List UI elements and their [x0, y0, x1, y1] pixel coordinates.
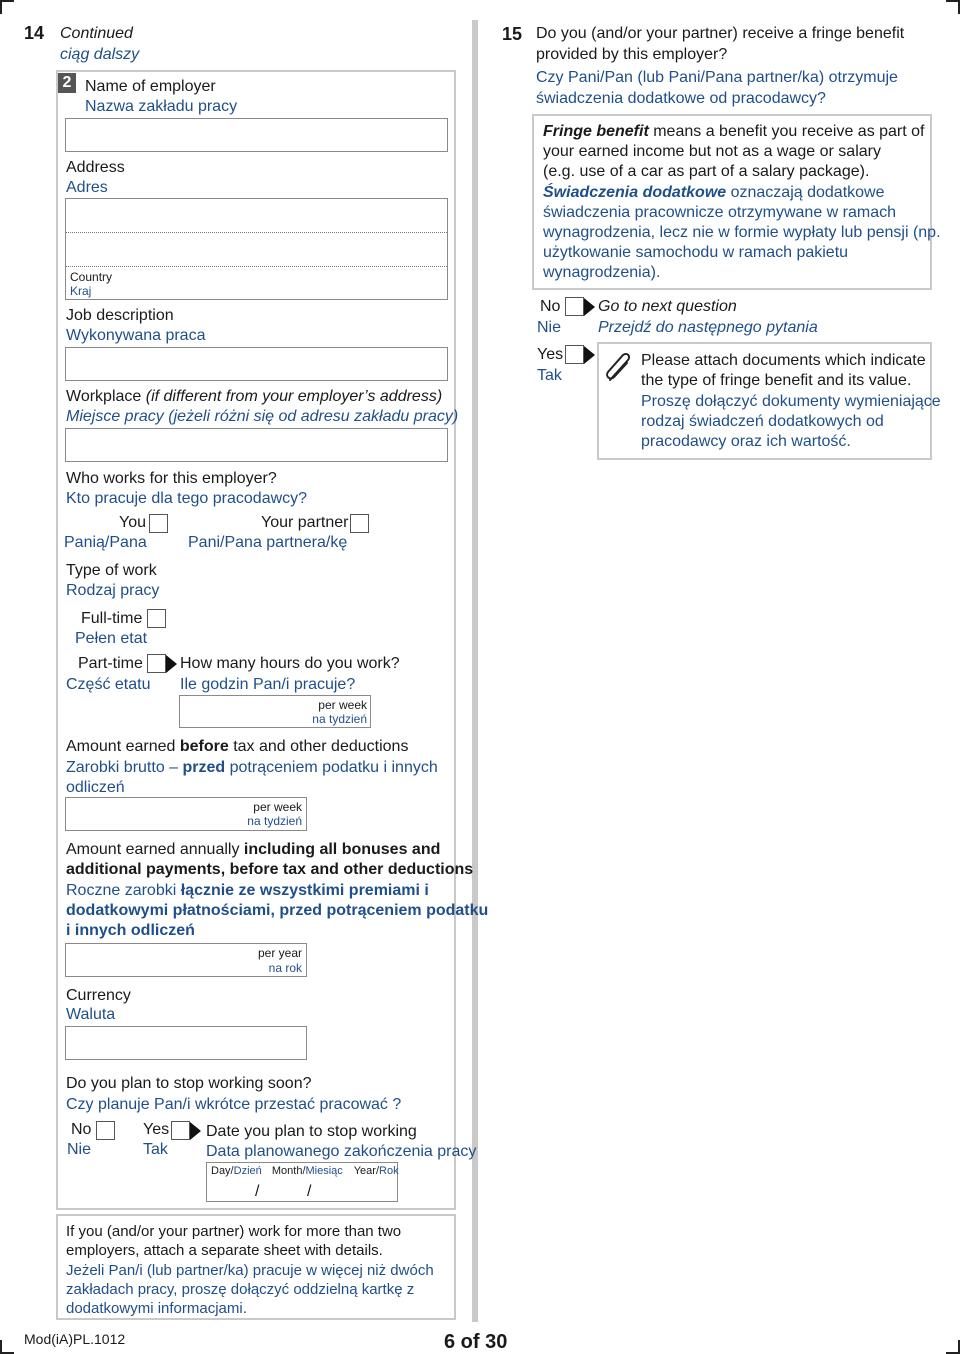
attach-documents-text-cont: the type of fringe benefit and its value.: [641, 372, 912, 389]
fringe-yes-checkbox[interactable]: [565, 345, 584, 364]
column-divider: [472, 20, 478, 1322]
annual-label-a: Amount earned annually: [66, 841, 244, 858]
year-label-pl: Rok: [379, 1165, 399, 1177]
fringe-definition-pl-cont2: wynagrodzenia, lecz nie w formie wypłaty lub pensji (np.: [543, 224, 941, 241]
attach-documents-text-pl-cont2: pracodawcy oraz ich wartość.: [641, 433, 851, 450]
stop-date-subheads: [211, 1165, 399, 1178]
per-year-label-pl: na rok: [268, 961, 302, 975]
annual-amount-label-cont: additional payments, before tax and other deductions: [66, 861, 474, 878]
fringe-definition-text: means a benefit you receive as part of: [648, 123, 925, 140]
amount-label-pl: [66, 758, 438, 778]
you-label: You: [119, 514, 146, 531]
annual-label-pl-a: Roczne zarobki: [66, 882, 181, 899]
full-time-checkbox[interactable]: [147, 609, 166, 628]
job-description-label: Job description: [66, 307, 174, 324]
fringe-definition: [543, 122, 925, 142]
partner-label: Your partner: [261, 514, 349, 531]
section-14-number: 14: [24, 23, 45, 43]
multi-employer-note-pl: Jeżeli Pan/i (lub partner/ka) pracuje w więcej niż dwóch: [66, 1262, 434, 1279]
multi-employer-note-cont: employers, attach a separate sheet with details.: [66, 1242, 383, 1259]
date-separator: /: [255, 1183, 260, 1200]
address-label: Address: [66, 159, 125, 176]
fringe-definition-pl-cont4: wynagrodzenia).: [543, 264, 661, 281]
type-of-work-label: Type of work: [66, 562, 157, 579]
you-label-pl: Panią/Pana: [64, 534, 147, 551]
stop-yes-checkbox[interactable]: [171, 1121, 190, 1140]
amount-per-week-label-pl: na tydzień: [247, 814, 302, 828]
multi-employer-note-pl-cont2: dodatkowymi informacjami.: [66, 1300, 247, 1317]
currency-label-pl: Waluta: [66, 1006, 116, 1023]
employer-name-field[interactable]: [65, 118, 448, 152]
page-number: 6 of 30: [444, 1331, 508, 1353]
date-separator: /: [307, 1183, 312, 1200]
address-label-pl: Adres: [66, 179, 108, 196]
goto-next-label: Go to next question: [598, 298, 737, 315]
fringe-definition-pl: [543, 183, 884, 203]
fringe-definition-text-pl: oznaczają dodatkowe: [726, 184, 885, 201]
fringe-definition-term: Fringe benefit: [543, 123, 649, 140]
crop-mark: [0, 1340, 2, 1354]
arrow-right-icon: [166, 655, 177, 673]
fringe-question-pl: Czy Pani/Pan (lub Pani/Pana partner/ka) otrzymuje: [536, 69, 898, 86]
multi-employer-note-pl-cont: zakładach pracy, proszę dołączyć oddzielną kartkę z: [66, 1281, 415, 1298]
attach-documents-text-pl-cont: rodzaj świadczeń dodatkowych od: [641, 413, 884, 430]
stop-date-label: Date you plan to stop working: [206, 1123, 417, 1140]
annual-label-bold: including all bonuses and: [243, 841, 441, 858]
fringe-question-pl-cont: świadczenia dodatkowe od pracodawcy?: [536, 90, 826, 107]
fringe-no-label-pl: Nie: [537, 319, 562, 336]
fringe-definition-pl-cont3: użytkowanie samochodu w ramach pakietu: [543, 244, 849, 261]
hours-per-week-label: per week: [318, 698, 367, 712]
continued-label-pl: ciąg dalszy: [60, 46, 140, 63]
fringe-yes-label-pl: Tak: [537, 367, 562, 384]
arrow-right-icon: [584, 346, 595, 364]
stop-date-label-pl: Data planowanego zakończenia pracy: [206, 1143, 477, 1160]
annual-label-pl-bold: łącznie ze wszystkimi premiami i: [180, 882, 429, 899]
hours-label: How many hours do you work?: [180, 655, 400, 672]
annual-amount-label-pl: [66, 881, 429, 901]
address-line-divider: [66, 232, 447, 233]
amount-label-bold: before: [179, 738, 229, 755]
part-time-label: Part-time: [78, 655, 143, 672]
stop-yes-label: Yes: [143, 1121, 170, 1138]
workplace-label-main: Workplace: [66, 388, 146, 405]
amount-label-pl-cont: odliczeń: [66, 779, 125, 796]
year-label: Year/: [353, 1165, 380, 1177]
stop-yes-label-pl: Tak: [143, 1141, 168, 1158]
employer-name-label-pl: Nazwa zakładu pracy: [85, 98, 238, 115]
fringe-question: Do you (and/or your partner) receive a fringe benefit: [536, 25, 905, 42]
workplace-label-pl: Miejsce pracy (jeżeli różni się od adresu zakładu pracy): [66, 408, 459, 425]
amount-label: [66, 737, 408, 757]
part-time-label-pl: Część etatu: [66, 676, 151, 693]
day-label-pl: Dzień: [233, 1165, 262, 1177]
annual-amount-label-pl-cont: dodatkowymi płatnościami, przed potrąceniem podatku: [66, 902, 489, 919]
continued-label: Continued: [60, 25, 133, 42]
partner-label-pl: Pani/Pana partnera/kę: [188, 534, 348, 551]
amount-label-pl-a: Zarobki brutto –: [66, 759, 183, 776]
stop-no-label-pl: Nie: [67, 1141, 92, 1158]
amount-label-b: tax and other deductions: [228, 738, 409, 755]
multi-employer-note: If you (and/or your partner) work for more than two: [66, 1223, 402, 1240]
annual-amount-label-pl-cont2: i innych odliczeń: [66, 922, 195, 939]
fringe-definition-pl-cont: świadczenia pracownicze otrzymywane w ramach: [543, 204, 897, 221]
country-label: Country: [70, 270, 113, 284]
arrow-right-icon: [190, 1122, 201, 1140]
part-number-badge: 2: [58, 73, 76, 93]
who-works-label-pl: Kto pracuje dla tego pracodawcy?: [66, 490, 308, 507]
month-label: Month/: [271, 1165, 306, 1177]
hours-label-pl: Ile godzin Pan/i pracuje?: [180, 676, 356, 693]
fringe-no-checkbox[interactable]: [565, 297, 584, 316]
partner-checkbox[interactable]: [350, 514, 369, 533]
stop-working-label: Do you plan to stop working soon?: [66, 1075, 312, 1092]
country-label-pl: Kraj: [70, 284, 92, 298]
fringe-no-label: No: [540, 298, 561, 315]
paperclip-icon: [602, 350, 636, 386]
workplace-label: [66, 387, 442, 407]
full-time-label-pl: Pełen etat: [75, 630, 148, 647]
annual-amount-label: [66, 840, 440, 860]
fringe-definition-term-pl: Świadczenia dodatkowe: [543, 184, 727, 201]
stop-no-checkbox[interactable]: [96, 1121, 115, 1140]
part-time-checkbox[interactable]: [147, 654, 166, 673]
amount-label-pl-b: potrąceniem podatku i innych: [225, 759, 438, 776]
currency-label: Currency: [66, 987, 131, 1004]
crop-mark: [0, 0, 2, 14]
stop-no-label: No: [71, 1121, 92, 1138]
amount-label-a: Amount earned: [66, 738, 180, 755]
fringe-yes-label: Yes: [537, 346, 564, 363]
attach-documents-text-pl: Proszę dołączyć dokumenty wymieniające: [641, 393, 941, 410]
fringe-definition-cont2: (e.g. use of a car as part of a salary package).: [543, 163, 870, 180]
goto-next-label-pl: Przejdź do następnego pytania: [598, 319, 818, 336]
fringe-question-cont: provided by this employer?: [536, 46, 728, 63]
day-label: Day/: [211, 1165, 234, 1177]
amount-per-week-label: per week: [253, 800, 302, 814]
hours-per-week-label-pl: na tydzień: [312, 712, 367, 726]
address-line-divider: [66, 266, 447, 267]
form-code: Mod(iA)PL.1012: [24, 1331, 126, 1347]
job-description-label-pl: Wykonywana praca: [66, 327, 206, 344]
fringe-definition-cont: your earned income but not as a wage or salary: [543, 143, 881, 160]
you-checkbox[interactable]: [149, 514, 168, 533]
currency-field[interactable]: [65, 1026, 307, 1060]
job-description-field[interactable]: [65, 347, 448, 381]
month-label-pl: Miesiąc: [305, 1165, 343, 1177]
employer-name-label: Name of employer: [85, 78, 216, 95]
arrow-right-icon: [584, 298, 595, 316]
crop-mark: [0, 0, 14, 2]
workplace-label-note: (if different from your employer’s address): [145, 388, 443, 405]
full-time-label: Full-time: [81, 610, 143, 627]
address-field[interactable]: [65, 198, 448, 300]
section-15-number: 15: [502, 24, 523, 44]
workplace-field[interactable]: [65, 428, 448, 462]
amount-label-pl-bold: przed: [182, 759, 226, 776]
who-works-label: Who works for this employer?: [66, 470, 277, 487]
stop-working-label-pl: Czy planuje Pan/i wkrótce przestać pracować ?: [66, 1096, 402, 1113]
type-of-work-label-pl: Rodzaj pracy: [66, 582, 160, 599]
per-year-label: per year: [257, 946, 302, 960]
attach-documents-text: Please attach documents which indicate: [641, 352, 926, 369]
